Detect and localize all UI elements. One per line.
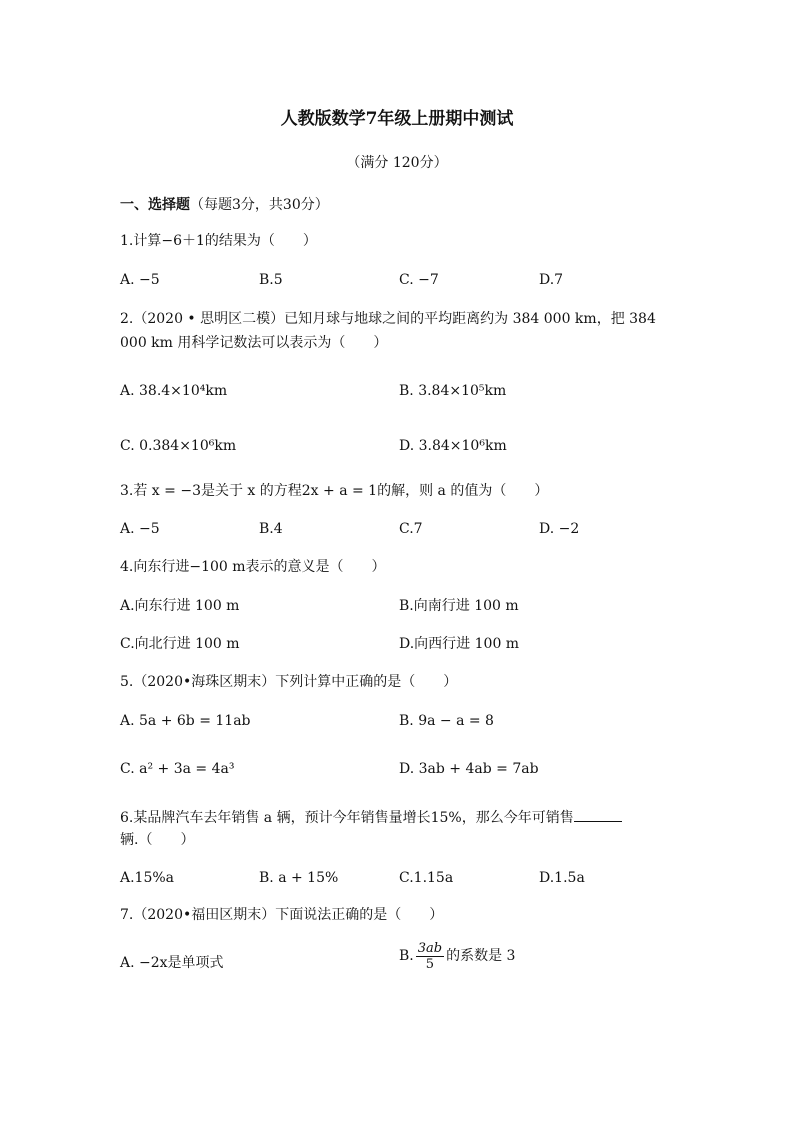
question-2-stem-line1: 2.（2020 • 思明区二模）已知月球与地球之间的平均距离约为 384 000 km，把 384 [120,311,656,327]
q2-option-a: A. 38.4×10⁴km [120,383,228,399]
page-title: 人教版数学7年级上册期中测试 [280,109,514,129]
question-3-stem: 3.若 x = −3是关于 x 的方程2x + a = 1的解，则 a 的值为（ ） [120,483,549,499]
q6-option-a: A.15%a [120,870,175,886]
q6-option-c: C.1.15a [399,870,454,886]
q7-option-b-label: B. [399,948,414,964]
q5-option-a: A. 5a + 6b = 11ab [120,713,251,729]
q4-option-a: A.向东行进 100 m [120,598,240,614]
q4-option-b: B.向南行进 100 m [399,598,519,614]
page-subtitle: （满分 120分） [346,155,448,171]
q3-option-a: A. −5 [120,521,160,537]
q4-option-c: C.向北行进 100 m [120,636,240,652]
q7-option-a: A. −2x是单项式 [120,955,224,971]
q4-option-d: D.向西行进 100 m [399,636,520,652]
fraction-denominator: 5 [425,956,435,972]
q7-option-b [399,940,515,972]
q3-option-b: B.4 [259,521,283,537]
fraction-numerator: 3ab [417,940,443,956]
q2-option-d: D. 3.84×10⁶km [399,438,507,454]
question-6-text: 6.某品牌汽车去年销售 a 辆，预计今年销售量增长15%，那么今年可销售 [120,810,574,826]
q5-option-b: B. 9a − a = 8 [399,713,494,729]
q3-option-d: D. −2 [539,521,580,537]
q1-option-b: B.5 [259,272,283,288]
q5-option-d: D. 3ab + 4ab = 7ab [399,761,539,777]
question-2-stem-line2: 000 km 用科学记数法可以表示为（ ） [120,335,388,351]
q6-option-d: D.1.5a [539,870,585,886]
section-note: （每题3分，共30分） [190,197,329,213]
question-7-stem: 7.（2020•福田区期末）下面说法正确的是（ ） [120,907,444,923]
answer-blank [574,807,622,822]
section-title: 一、选择题 [120,197,190,213]
question-5-stem: 5.（2020•海珠区期末）下列计算中正确的是（ ） [120,674,458,690]
q1-option-a: A. −5 [120,272,160,288]
q1-option-d: D.7 [539,272,564,288]
question-6-stem-line1 [120,807,622,827]
q5-option-c: C. a² + 3a = 4a³ [120,761,235,777]
q6-option-b: B. a + 15% [259,870,339,886]
question-1-stem: 1.计算−6＋1的结果为（ ） [120,233,317,249]
q7-option-b-text: 的系数是 3 [446,948,516,964]
q2-option-c: C. 0.384×10⁶km [120,438,237,454]
q2-option-b: B. 3.84×10⁵km [399,383,507,399]
fraction [416,941,444,972]
question-6-stem-line2: 辆.（ ） [120,832,195,848]
section-heading [120,196,329,214]
question-4-stem: 4.向东行进−100 m表示的意义是（ ） [120,559,386,575]
q1-option-c: C. −7 [399,272,439,288]
q3-option-c: C.7 [399,521,423,537]
